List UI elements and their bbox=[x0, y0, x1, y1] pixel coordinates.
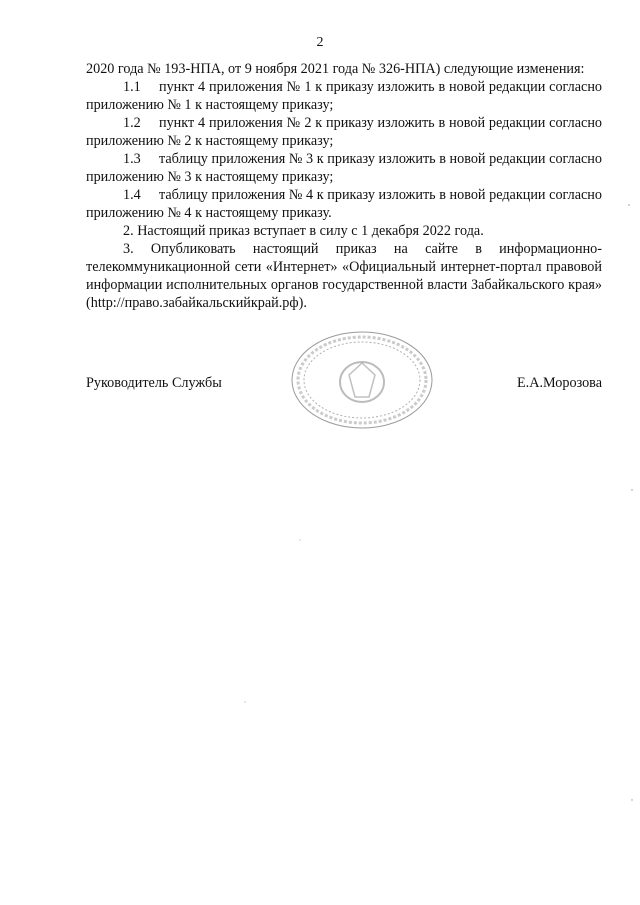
intro-paragraph: 2020 года № 193-НПА, от 9 ноября 2021 года № 326-НПА) следующие изменения: bbox=[86, 61, 585, 77]
list-item bbox=[86, 150, 602, 186]
signatory-name: Е.А.Морозова bbox=[517, 375, 602, 391]
paragraph-effective-date: 2. Настоящий приказ вступает в силу с 1 декабря 2022 года. bbox=[123, 223, 484, 239]
paragraph-publication: 3. Опубликовать настоящий приказ на сайте в информационно-телекоммуникационной сети «Интернет» «Официальный интернет-портал правовой информации исполнительных органов государственной власти Забайкальского края» (http://право.забайкальскийкрай.рф). bbox=[86, 241, 602, 311]
seal-emblem bbox=[340, 362, 384, 402]
item-number: 1.2 bbox=[123, 115, 141, 131]
seal-inner-ring bbox=[304, 342, 420, 418]
seal-text-ring bbox=[298, 337, 426, 423]
item-text: таблицу приложения № 3 к приказу изложить в новой редакции согласно приложению № 3 к настоящему приказу; bbox=[86, 151, 602, 185]
page-number: 2 bbox=[316, 35, 324, 50]
seal-outer-ring bbox=[292, 332, 432, 428]
document-body bbox=[86, 60, 602, 312]
item-number: 1.3 bbox=[123, 151, 141, 167]
item-text: таблицу приложения № 4 к приказу изложить в новой редакции согласно приложению № 4 к настоящему приказу. bbox=[86, 187, 602, 221]
list-item bbox=[86, 114, 602, 150]
item-text: пункт 4 приложения № 2 к приказу изложить в новой редакции согласно приложению № 2 к настоящему приказу; bbox=[86, 115, 602, 149]
list-item bbox=[86, 186, 602, 222]
item-text: пункт 4 приложения № 1 к приказу изложить в новой редакции согласно приложению № 1 к настоящему приказу; bbox=[86, 79, 602, 113]
official-seal bbox=[287, 325, 437, 435]
signatory-position: Руководитель Службы bbox=[86, 375, 222, 391]
item-number: 1.4 bbox=[123, 187, 141, 203]
item-number: 1.1 bbox=[123, 79, 141, 95]
seal-emblem-mark bbox=[349, 363, 375, 397]
list-item bbox=[86, 78, 602, 114]
